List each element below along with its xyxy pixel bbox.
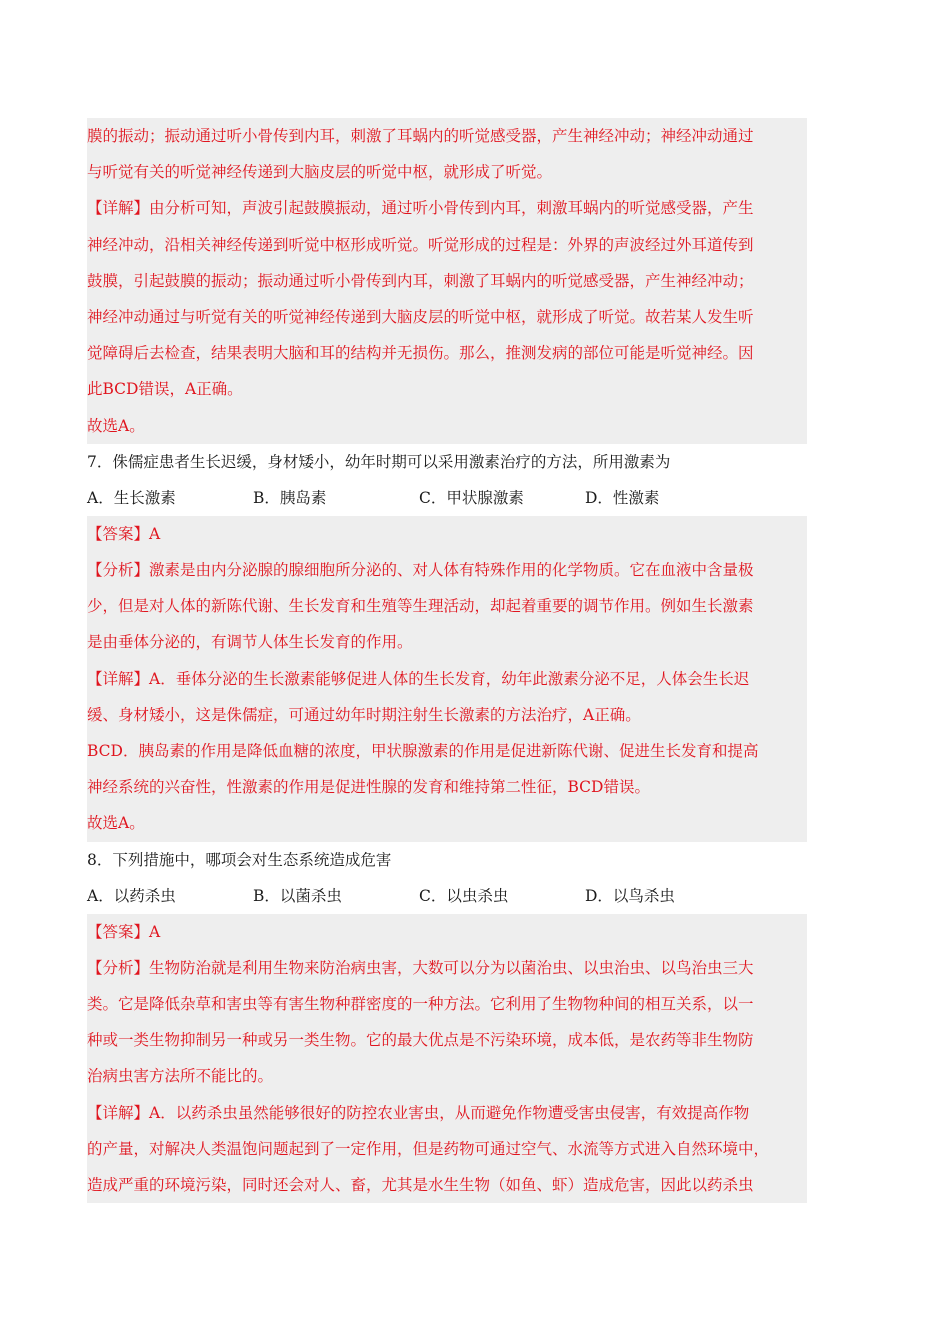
detail-line: BCD．胰岛素的作用是降低血糖的浓度，甲状腺激素的作用是促进新陈代谢、促进生长发育和提高 [87, 742, 759, 761]
analysis-label: 【分析】 [87, 958, 150, 977]
detail-line: 觉障碍后去检查，结果表明大脑和耳的结构并无损伤。那么，推测发病的部位可能是听觉神经。因 [87, 344, 754, 363]
analysis-text: 激素是由内分泌腺的腺细胞所分泌的、对人体有特殊作用的化学物质。它在血液中含量极 [149, 561, 754, 580]
question-7: 7．侏儒症患者生长迟缓，身材矮小，幼年时期可以采用激素治疗的方法，所用激素为 [87, 452, 671, 471]
detail-text: A．以药杀虫虽然能够很好的防控农业害虫，从而避免作物遭受害虫侵害，有效提高作物 [149, 1103, 750, 1122]
question-8-options [87, 878, 807, 914]
page-content [87, 118, 807, 1203]
analysis-line: 与听觉有关的听觉神经传递到大脑皮层的听觉中枢，就形成了听觉。 [87, 163, 553, 182]
option-b: B．胰岛素 [253, 488, 327, 507]
detail-line: 造成严重的环境污染，同时还会对人、畜，尤其是水生生物（如鱼、虾）造成危害，因此以药杀虫 [87, 1176, 754, 1195]
detail-text: A．垂体分泌的生长激素能够促进人体的生长发育，幼年此激素分泌不足，人体会生长迟 [149, 669, 750, 688]
detail-line: 鼓膜，引起鼓膜的振动；振动通过听小骨传到内耳，刺激了耳蜗内的听觉感受器，产生神经冲动； [87, 271, 754, 290]
option-b: B．以菌杀虫 [253, 886, 342, 905]
option-a: A．生长激素 [87, 488, 176, 507]
question-7-solution [87, 516, 807, 842]
analysis-text: 生物防治就是利用生物来防治病虫害，大数可以分为以菌治虫、以虫治虫、以鸟治虫三大 [149, 958, 754, 977]
conclusion: 故选A。 [87, 416, 145, 435]
detail-label: 【详解】 [87, 199, 150, 218]
answer: 【答案】A [87, 922, 161, 941]
answer: 【答案】A [87, 524, 161, 543]
detail-label: 【详解】 [87, 669, 150, 688]
detail-line: 神经冲动，沿相关神经传递到听觉中枢形成听觉。听觉形成的过程是：外界的声波经过外耳道传到 [87, 235, 754, 254]
analysis-line: 少，但是对人体的新陈代谢、生长发育和生殖等生理活动，却起着重要的调节作用。例如生长激素 [87, 597, 754, 616]
detail-line [87, 1095, 807, 1131]
option-a: A．以药杀虫 [87, 886, 176, 905]
analysis-line: 类。它是降低杂草和害虫等有害生物种群密度的一种方法。它利用了生物物种间的相互关系，以一 [87, 995, 754, 1014]
analysis-line [87, 552, 807, 588]
detail-line: 神经系统的兴奋性，性激素的作用是促进性腺的发育和维持第二性征，BCD错误。 [87, 778, 650, 797]
detail-line [87, 190, 807, 226]
analysis-label: 【分析】 [87, 561, 150, 580]
question-8: 8．下列措施中，哪项会对生态系统造成危害 [87, 850, 392, 869]
detail-label: 【详解】 [87, 1103, 150, 1122]
detail-text: 由分析可知，声波引起鼓膜振动，通过听小骨传到内耳，刺激耳蜗内的听觉感受器，产生 [149, 199, 754, 218]
analysis-line: 种或一类生物抑制另一种或另一类生物。它的最大优点是不污染环境，成本低，是农药等非生物防 [87, 1031, 754, 1050]
option-d: D．以鸟杀虫 [585, 886, 675, 905]
detail-line: 神经冲动通过与听觉有关的听觉神经传递到大脑皮层的听觉中枢，就形成了听觉。故若某人发生听 [87, 308, 754, 327]
analysis-line: 膜的振动；振动通过听小骨传到内耳，刺激了耳蜗内的听觉感受器，产生神经冲动；神经冲动通过 [87, 127, 754, 145]
analysis-line: 治病虫害方法所不能比的。 [87, 1067, 274, 1086]
option-c: C．以虫杀虫 [419, 886, 509, 905]
analysis-line [87, 950, 807, 986]
detail-line: 的产量，对解决人类温饱问题起到了一定作用，但是药物可通过空气、水流等方式进入自然环境中， [87, 1139, 770, 1158]
detail-line: 此BCD错误，A正确。 [87, 380, 243, 399]
conclusion: 故选A。 [87, 814, 145, 833]
question-7-options [87, 480, 807, 516]
option-d: D．性激素 [585, 488, 660, 507]
question-8-solution [87, 914, 807, 1204]
option-c: C．甲状腺激素 [419, 488, 524, 507]
analysis-line: 是由垂体分泌的，有调节人体生长发育的作用。 [87, 633, 413, 652]
detail-line: 缓、身材矮小，这是侏儒症，可通过幼年时期注射生长激素的方法治疗，A正确。 [87, 705, 641, 724]
prev-solution-block [87, 118, 807, 444]
detail-line [87, 661, 807, 697]
